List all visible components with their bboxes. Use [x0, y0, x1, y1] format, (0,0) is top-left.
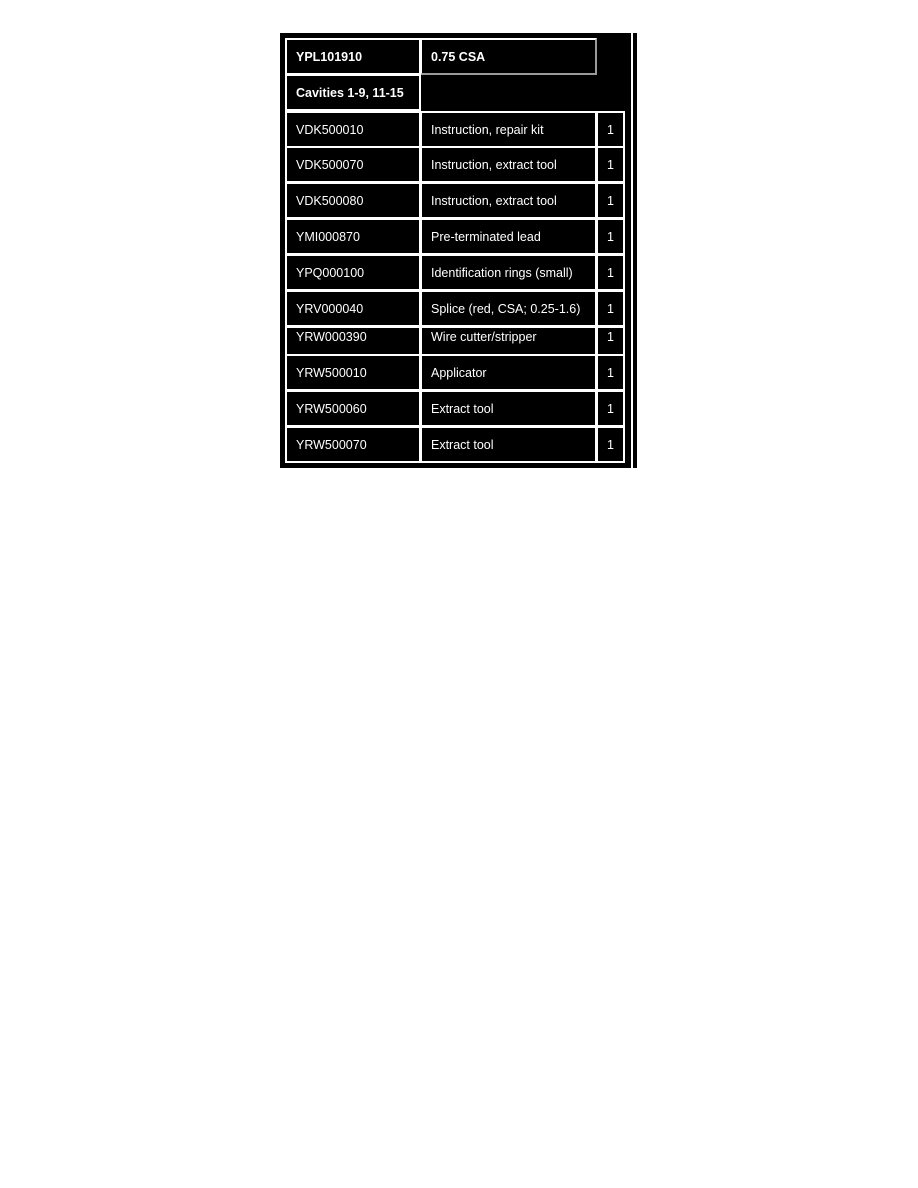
- part-number-cell: VDK500010: [285, 111, 421, 148]
- description-cell: Extract tool: [420, 426, 597, 463]
- part-number-cell: YRW500010: [285, 354, 421, 391]
- quantity-cell: 1: [596, 146, 625, 183]
- header-cavities: Cavities 1-9, 11-15: [285, 74, 421, 111]
- part-number-cell: VDK500080: [285, 182, 421, 219]
- part-number-cell: YRW500060: [285, 390, 421, 427]
- quantity-cell: 1: [596, 254, 625, 291]
- quantity-cell: 1: [596, 182, 625, 219]
- part-number-cell: YRW500070: [285, 426, 421, 463]
- description-cell: Pre-terminated lead: [420, 218, 597, 255]
- quantity-cell: 1: [596, 326, 625, 356]
- part-number-cell: YPQ000100: [285, 254, 421, 291]
- part-number-cell: VDK500070: [285, 146, 421, 183]
- description-cell: Instruction, repair kit: [420, 111, 597, 148]
- description-cell: Instruction, extract tool: [420, 182, 597, 219]
- quantity-cell: 1: [596, 218, 625, 255]
- quantity-cell: 1: [596, 290, 625, 327]
- table-right-border: [633, 33, 637, 468]
- description-cell: Splice (red, CSA; 0.25-1.6): [420, 290, 597, 327]
- description-cell: Identification rings (small): [420, 254, 597, 291]
- description-cell: Extract tool: [420, 390, 597, 427]
- description-cell: Instruction, extract tool: [420, 146, 597, 183]
- part-number-cell: YRV000040: [285, 290, 421, 327]
- header-part-number: YPL101910: [285, 38, 421, 75]
- quantity-cell: 1: [596, 390, 625, 427]
- quantity-cell: 1: [596, 354, 625, 391]
- description-cell: Applicator: [420, 354, 597, 391]
- description-cell: Wire cutter/stripper: [420, 326, 597, 356]
- quantity-cell: 1: [596, 111, 625, 148]
- header-csa: 0.75 CSA: [420, 38, 597, 75]
- part-number-cell: YRW000390: [285, 326, 421, 356]
- part-number-cell: YMI000870: [285, 218, 421, 255]
- quantity-cell: 1: [596, 426, 625, 463]
